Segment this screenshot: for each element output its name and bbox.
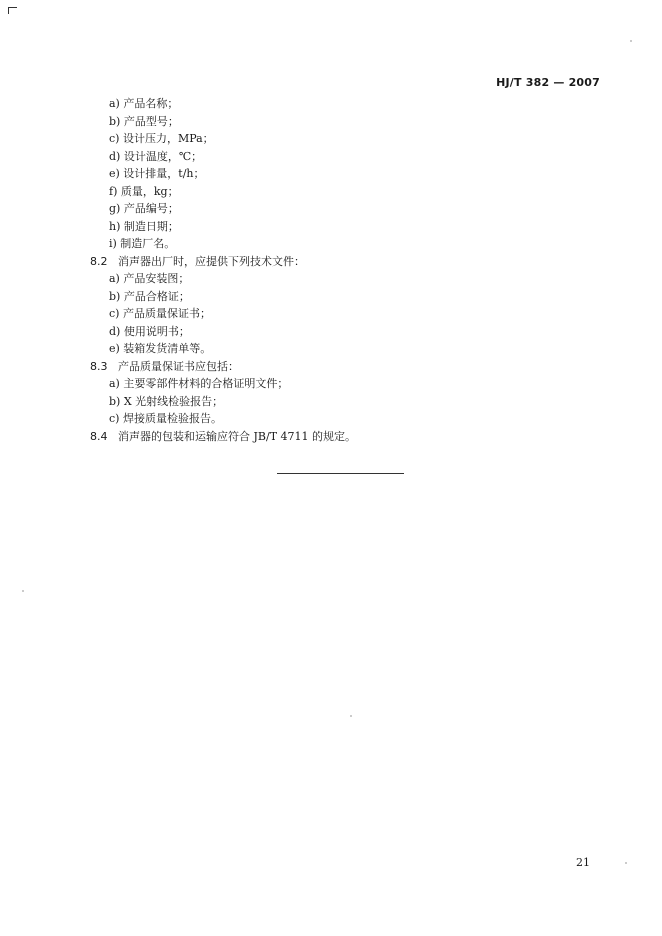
list-item: c) 焊接质量检验报告。 [109,412,222,425]
standard-number: HJ/T 382 — 2007 [496,76,600,89]
clause-text: 消声器出厂时，应提供下列技术文件： [118,255,305,268]
scan-speck [625,862,627,864]
list-item: g) 产品编号； [109,202,179,215]
clause-number: 8.4 [90,430,108,443]
scan-speck [350,715,352,717]
list-item: a) 产品安装图； [109,272,190,285]
end-of-text-rule [277,473,404,474]
clause-text: 消声器的包装和运输应符合 JB/T 4711 的规定。 [118,430,357,443]
list-item: b) 产品合格证； [109,290,190,303]
list-item: a) 主要零部件材料的合格证明文件； [109,377,289,390]
clause-number: 8.3 [90,360,108,373]
list-item: b) X 光射线检验报告； [109,395,224,408]
clause-8-2 [90,255,305,269]
list-item: a) 产品名称； [109,97,179,110]
list-item: d) 使用说明书； [109,325,190,338]
corner-crop-mark [8,7,17,14]
page-number: 21 [576,856,590,869]
scan-speck [630,40,632,42]
list-item: b) 产品型号； [109,115,179,128]
scan-speck [22,590,24,592]
clause-text: 产品质量保证书应包括： [118,360,239,373]
list-item: i) 制造厂名。 [109,237,176,250]
list-item: e) 装箱发货清单等。 [109,342,212,355]
clause-8-3 [90,360,239,374]
list-item: e) 设计排量，t/h； [109,167,205,180]
clause-8-4 [90,430,356,444]
list-item: d) 设计温度，℃； [109,150,203,163]
clause-number: 8.2 [90,255,108,268]
list-item: c) 设计压力，MPa； [109,132,214,145]
list-item: h) 制造日期； [109,220,179,233]
list-item: f) 质量，kg； [109,185,179,198]
list-item: c) 产品质量保证书； [109,307,211,320]
